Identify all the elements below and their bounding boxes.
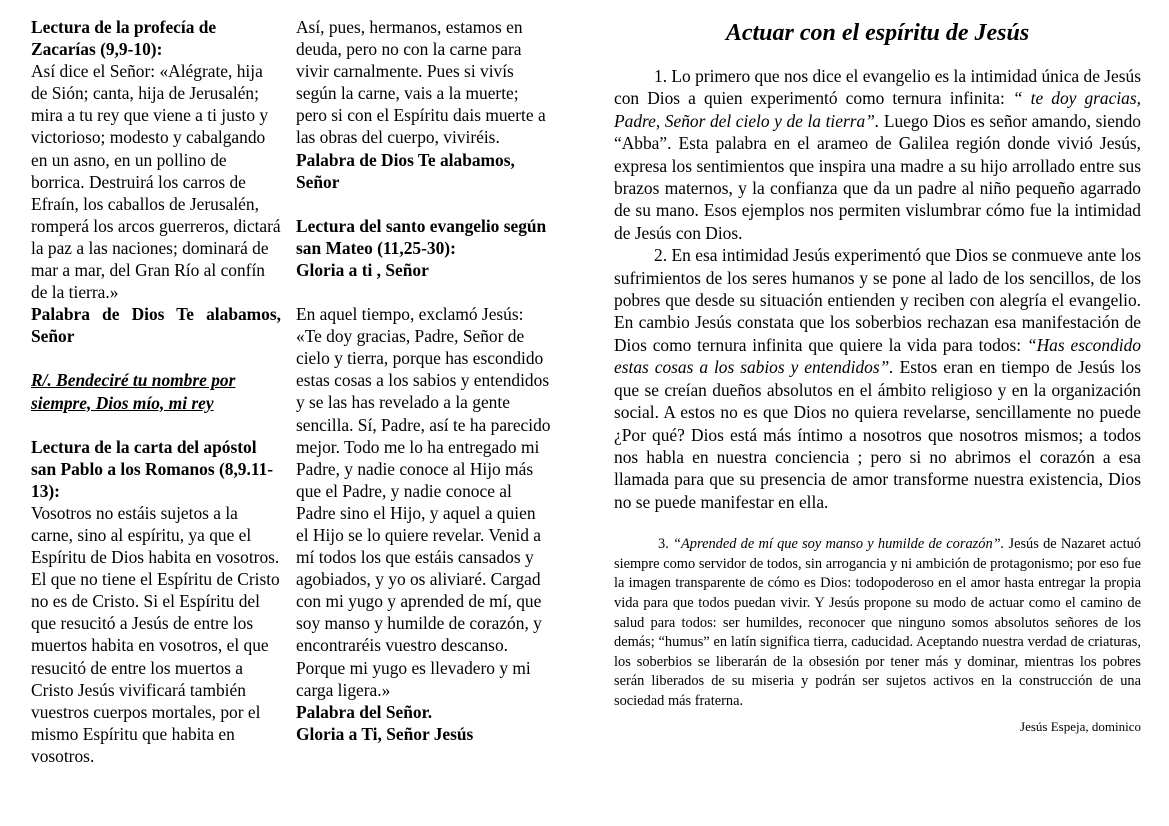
- p3-number: 3.: [658, 536, 674, 553]
- reflection-paragraph-1: [614, 65, 1141, 244]
- spacer: [31, 414, 281, 436]
- gospel-heading: Lectura del santo evangelio según san Mateo (11,25-30):: [296, 215, 547, 258]
- reflection-title: Actuar con el espíritu de Jesús: [725, 20, 1030, 46]
- spacer: [296, 193, 552, 215]
- p2-text-b: Estos eran en tiempo de Jesús los que se creían dueños absolutos en el ámbito religioso y en la organización social. A estos no es que Dios no quiera revelarse, sencillamente no puede ¿Por qué? Dios está más íntimo a nosotros que nosotros mismos; a todos nos habla en nuestra conciencia ; pero si no abrimos el corazón a esa llamada para que su presencia de amor transforme nuestra existencia, Dios no se puede manifestar en ella.: [614, 357, 1141, 512]
- spacer: [31, 347, 281, 369]
- p3-text: Jesús de Nazaret actuó siempre como servidor de todos, sin arrogancia y ni ambición de protagonismo; por eso fue la imagen transparente de cómo es Dios: todopoderoso en el amor hasta entregar la propia vida para que todos puedan vivir. Y Jesús propone su modo de actuar como el camino de salud para todos: ser humildes, reconocer que ninguno somos absolutos señores de los demás; “humus” en latín significa tierra, caducidad. Aceptando nuestra verdad de criaturas, los soberbios se liberarán de la obsesión por tener más y dominar, mientras los pobres serán liberados de su miseria y podrán ser sujetos activos en la construcción de una sociedad más fraterna.: [614, 536, 1141, 709]
- second-reading-close: Palabra de Dios Te alabamos, Señor: [296, 149, 515, 192]
- author-signature: Jesús Espeja, dominico: [1020, 719, 1141, 735]
- psalm-response: R/. Bendeciré tu nombre por siempre, Dios mío, mi rey: [31, 370, 236, 413]
- reflection-paragraph-2: [614, 244, 1141, 513]
- p2-quote: “Has escondido estas cosas a los sabios y entendidos”.: [614, 334, 1141, 378]
- reflection-column: [614, 18, 1141, 737]
- reflection-point-3: [614, 535, 1141, 737]
- gospel-close-1: Palabra del Señor.: [296, 701, 433, 722]
- reflection-paragraph-3: [614, 535, 1141, 711]
- spacer: [296, 281, 552, 303]
- first-reading-text: Así dice el Señor: «Alégrate, hija de Sión; canta, hija de Jerusalén; mira a tu rey que viene a ti justo y victorioso; modesto y cabalgando en un asno, en un pollino de borrica. Destruirá los carros de Efraín, los caballos de Jerusalén, romperá los arcos guerreros, dictará la paz a las naciones; dominará de mar a mar, del Gran Río al confín de la tierra.»: [31, 61, 281, 303]
- second-reading-text: Vosotros no estáis sujetos a la carne, sino al espíritu, ya que el Espíritu de Dios habita en vosotros. El que no tiene el Espíritu de Cristo no es de Cristo. Si el Espíritu del que resucitó a Jesús de entre los muertos habita en vosotros, el que resucitó de entre los muertos a Cristo Jesús vivificará también vuestros cuerpos mortales, por el mismo Espíritu que habita en vosotros.: [31, 502, 280, 766]
- left-column: [31, 16, 281, 767]
- first-reading-close: Palabra de Dios Te alabamos, Señor: [31, 304, 281, 347]
- second-reading-continued: Así, pues, hermanos, estamos en deuda, pero no con la carne para vivir carnalmente. Pues si vivís según la carne, vais a la muerte; pero si con el Espíritu dais muerte a las obras del cuerpo, viviréis.: [296, 17, 546, 148]
- p1-text-b: Luego Dios es señor amando, siendo “Abba”. Esta palabra en el arameo de Galilea región donde vivió Jesús, expresa los sentimientos que inspira una madre a su hijo arrollado entre sus brazos maternos, y la confianza que da un padre al niño pequeño agarrado de su mano. Esos ejemplos nos permiten vislumbrar cómo fue la intimidad de Jesús con Dios.: [614, 110, 1142, 243]
- gospel-text: En aquel tiempo, exclamó Jesús: «Te doy gracias, Padre, Señor de cielo y tierra, porque has escondido estas cosas a los sabios y entendidos y se las has revelado a la gente sencilla. Sí, Padre, así te ha parecido mejor. Todo me lo ha entregado mi Padre, y nadie conoce al Hijo más que el Padre, y nadie conoce al Padre sino el Hijo, y aquel a quien el Hijo se lo quiere revelar. Venid a mí todos los que estáis cansados y agobiados, y yo os aliviaré. Cargad con mi yugo y aprended de mí, que soy manso y humilde de corazón, y encontraréis vuestro descanso. Porque mi yugo es llevadero y mi carga ligera.»: [296, 304, 551, 700]
- p1-quote: “ te doy gracias, Padre, Señor del cielo y de la tierra”.: [614, 88, 1141, 131]
- p3-quote: “Aprended de mí que soy manso y humilde de corazón”.: [673, 536, 1005, 553]
- second-reading-heading: Lectura de la carta del apóstol san Pablo a los Romanos (8,9.11-13):: [31, 436, 274, 501]
- gospel-acclamation: Gloria a ti , Señor: [296, 259, 429, 280]
- middle-column: [296, 16, 552, 745]
- first-reading-heading: Lectura de la profecía de Zacarías (9,9-10):: [31, 17, 217, 60]
- gospel-close-2: Gloria a Ti, Señor Jesús: [296, 723, 474, 744]
- p2-text-a: 2. En esa intimidad Jesús experimentó que Dios se conmueve ante los sufrimientos de los seres humanos y se pone al lado de los sencillos, de los pobres que desde su situación entienden y reciben con alegría el evangelio. En cambio Jesús constata que los soberbios rechazan esa manifestación de Dios como ternura infinita que quiere la vida para todos:: [614, 245, 1141, 355]
- p1-text-a: 1. Lo primero que nos dice el evangelio es la intimidad única de Jesús con Dios a quien experimentó como ternura infinita:: [614, 66, 1141, 109]
